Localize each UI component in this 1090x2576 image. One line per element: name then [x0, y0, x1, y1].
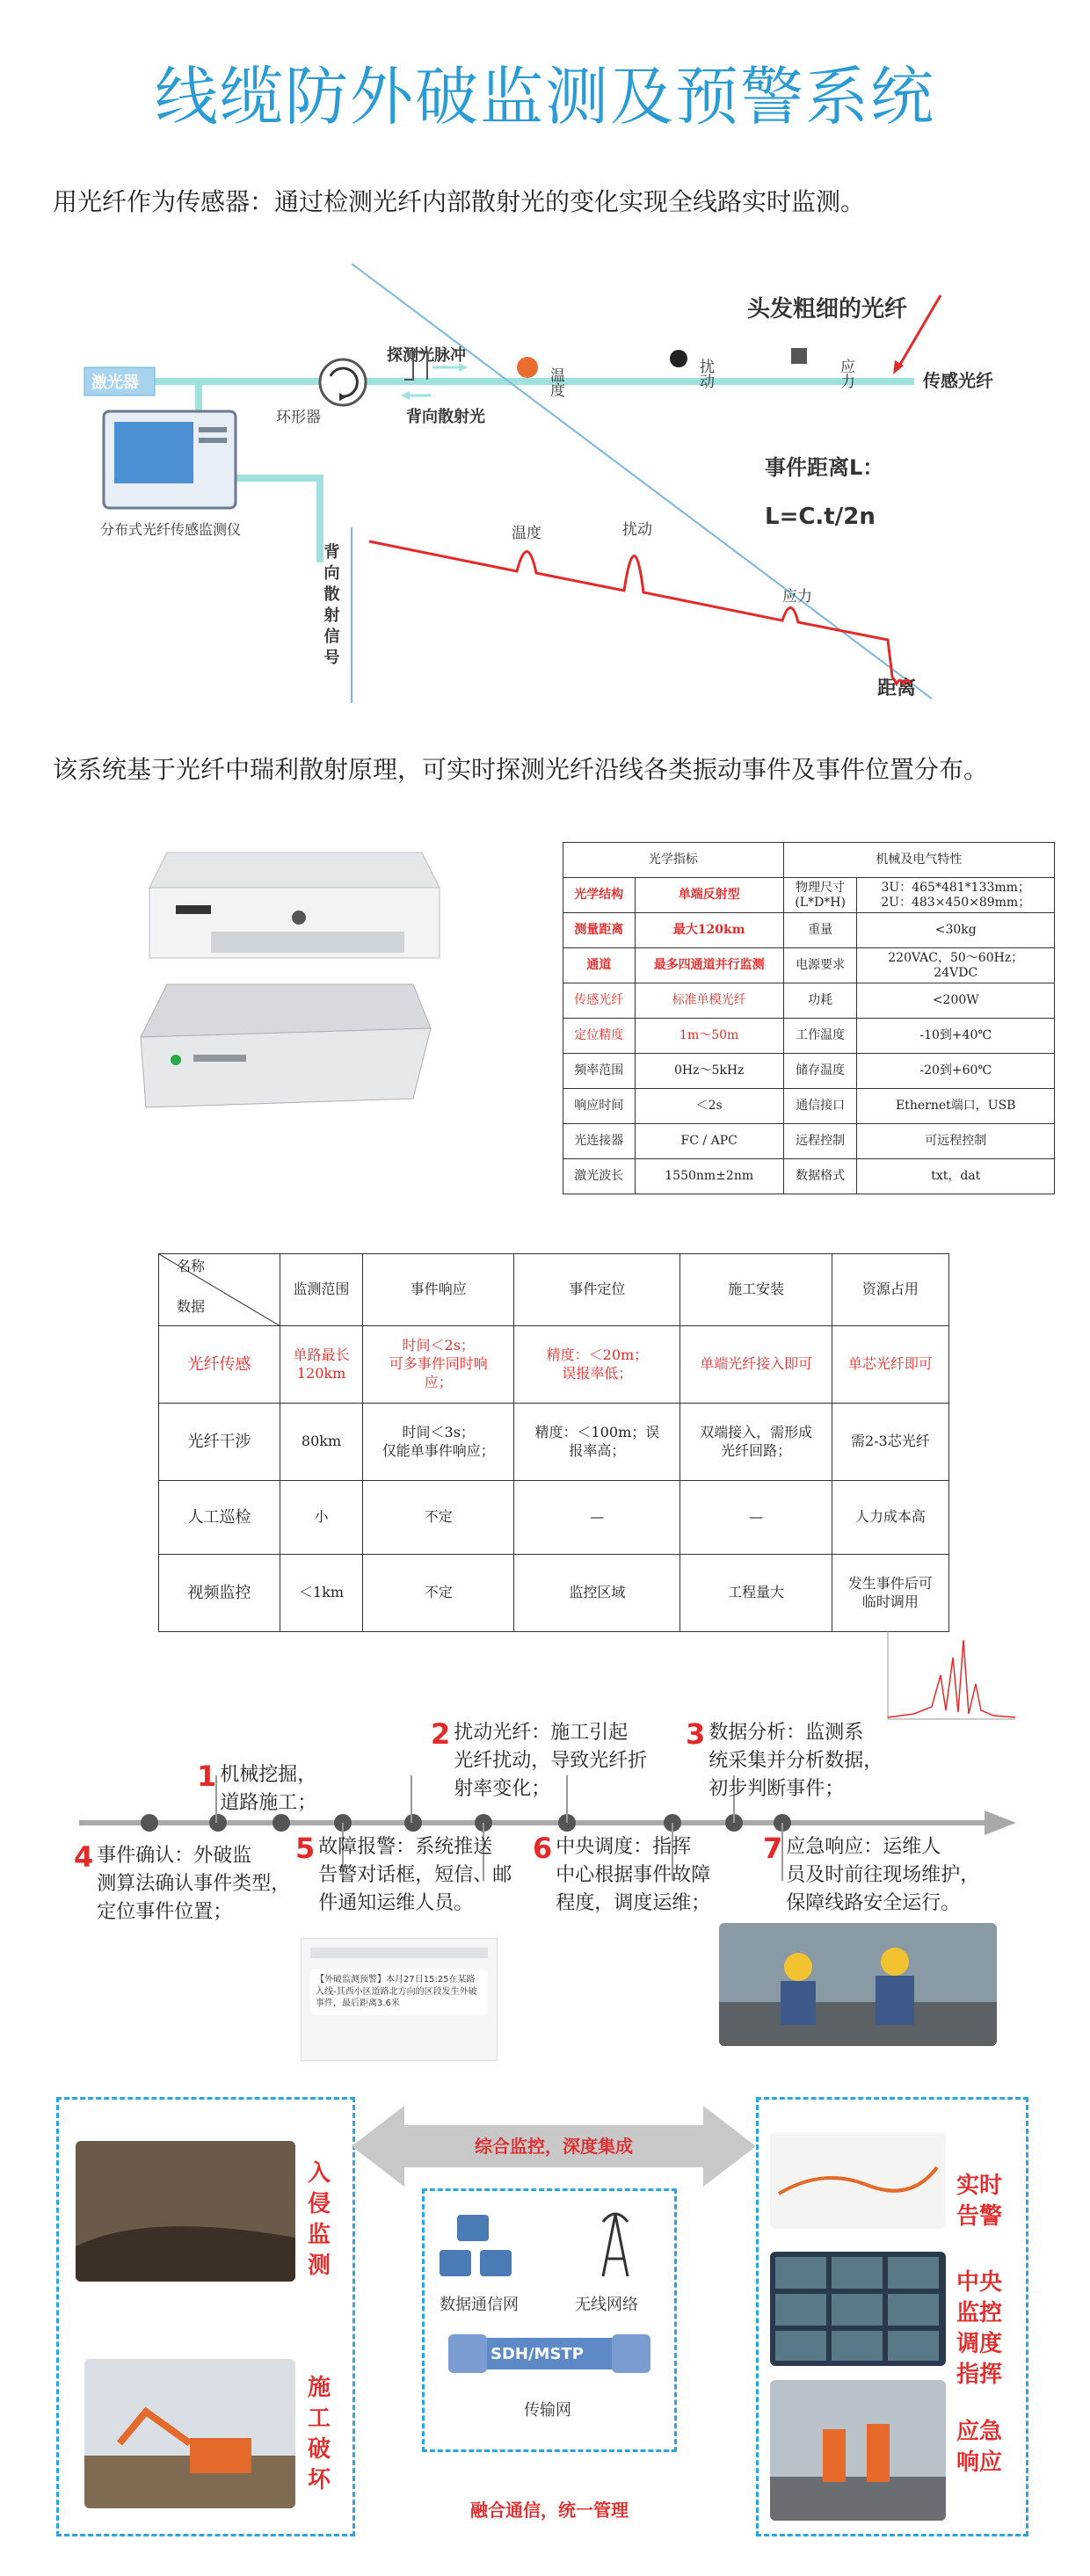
- runner-icon: [670, 350, 687, 367]
- spec-value2: 可远程控制: [857, 1124, 1055, 1159]
- spec-row: [563, 878, 1055, 913]
- page-title: 线缆防外破监测及预警系统: [154, 60, 935, 134]
- spec-header-mechanical: 机械及电气特性: [783, 843, 1054, 878]
- spec-key2: 电源要求: [783, 948, 857, 983]
- spec-value: 最多四通道并行监测: [635, 948, 783, 983]
- comparison-cell: 工程量大: [680, 1555, 832, 1632]
- spec-value: 1m～50m: [635, 1019, 783, 1054]
- data-network-icon: [440, 2215, 512, 2276]
- comparison-row: [159, 1404, 949, 1481]
- device-2u-image: [132, 835, 448, 976]
- timeline-step-2: 2 扰动光纤：施工引起 光纤扰动，导致光纤折 射率变化；: [431, 1717, 648, 1800]
- banner-top-text: 综合监控，深度集成: [475, 2136, 633, 2157]
- comparison-cell: ＜1km: [280, 1555, 363, 1632]
- peak-disturbance-label: 扰动: [622, 521, 652, 539]
- spec-key: 通道: [563, 948, 636, 983]
- disturbance-label: 扰动: [696, 359, 714, 388]
- comparison-cell: 单路最长 120km: [280, 1326, 363, 1404]
- spec-value2: -10到+40℃: [857, 1019, 1055, 1054]
- fire-icon: [517, 357, 538, 378]
- net-data-label: 数据通信网: [440, 2296, 519, 2314]
- spec-value: 单端反射型: [635, 878, 783, 913]
- sensing-fiber-line: [141, 378, 914, 385]
- backscatter-label: 背向散射光: [406, 408, 485, 426]
- spec-row: [563, 948, 1055, 983]
- spec-row: [563, 1159, 1055, 1194]
- comparison-cell: —: [680, 1481, 832, 1555]
- spec-key: 测量距离: [563, 913, 636, 948]
- comparison-table: [158, 1253, 949, 1632]
- signal-trace: [369, 541, 911, 684]
- comparison-row: [159, 1326, 949, 1404]
- spec-key2: 远程控制: [783, 1124, 857, 1159]
- peak-temperature-label: 温度: [512, 525, 541, 542]
- spec-value2: txt，dat: [857, 1159, 1055, 1194]
- spec-value: 最大120km: [635, 913, 783, 948]
- spec-value: 1550nm±2nm: [635, 1159, 783, 1194]
- spec-key2: 通信接口: [783, 1089, 857, 1124]
- comparison-cell: 人力成本高: [832, 1481, 948, 1555]
- peak-stress-label: 应力: [782, 588, 812, 606]
- x-axis: [352, 264, 932, 699]
- sms-message: 【外破监测预警】本月27日15:25在某路入线-其西小区道路北方向的区段发生外破事件，最后距离3.6米: [310, 1969, 488, 2015]
- spec-value2: <30kg: [857, 913, 1055, 948]
- corner-cell: [159, 1254, 280, 1326]
- comparison-cell: 80km: [280, 1404, 363, 1481]
- spec-value: 0Hz～5kHz: [635, 1054, 783, 1089]
- comparison-cell: 需2-3芯光纤: [832, 1404, 948, 1481]
- spec-row: [563, 1124, 1055, 1159]
- instrument-label: 分布式光纤传感监测仪: [100, 521, 242, 538]
- spec-key: 激光波长: [563, 1159, 636, 1194]
- timeline-step-6: 6 中央调度：指挥 中心根据事件故障 程度，调度运维；: [533, 1832, 711, 1914]
- header-response: 事件响应: [363, 1254, 514, 1326]
- cctv-wall-image: [770, 2252, 946, 2366]
- emergency-crew-photo: [770, 2380, 946, 2521]
- temperature-label: 温度: [547, 367, 564, 397]
- header-range: 监测范围: [280, 1254, 363, 1326]
- hammer-icon: [791, 348, 807, 364]
- header-resource: 资源占用: [832, 1254, 948, 1326]
- circulator-label: 环形器: [276, 409, 321, 426]
- spec-table: [563, 842, 1055, 1194]
- hair-fiber-label: 头发粗细的光纤: [747, 296, 908, 323]
- net-sdh-label: SDH/MSTP: [490, 2345, 584, 2363]
- row-name: 光纤干涉: [159, 1404, 280, 1481]
- spec-row: [563, 983, 1055, 1019]
- header-location: 事件定位: [514, 1254, 680, 1326]
- intro-text: 用光纤作为传感器：通过检测光纤内部散射光的变化实现全线路实时监测。: [53, 187, 866, 216]
- laser-label: 激光器: [91, 374, 139, 392]
- formula-label: L=C.t/2n: [765, 504, 876, 530]
- wireless-tower-icon: [603, 2214, 628, 2276]
- intro2-text: 该系统基于光纤中瑞利散射原理，可实时探测光纤沿线各类振动事件及事件位置分布。: [53, 755, 989, 784]
- row-name: 视频监控: [159, 1555, 280, 1632]
- comparison-cell: 时间＜2s； 可多事件同时响 应；: [363, 1326, 514, 1404]
- timeline-step-7: 7 应急响应：运维人 员及时前往现场维护， 保障线路安全运行。: [763, 1832, 980, 1914]
- spec-row: [563, 1054, 1055, 1089]
- sms-alert-screenshot: [301, 1938, 498, 2061]
- stress-label: 应力: [837, 359, 854, 388]
- principle-diagram: [53, 264, 1037, 703]
- spec-key2: 物理尺寸 (L*D*H): [783, 878, 857, 913]
- comparison-cell: 精度：＜100m；误 报率高；: [514, 1404, 680, 1481]
- corner-top-label: 名称: [177, 1258, 206, 1274]
- spec-key2: 功耗: [783, 983, 857, 1019]
- timeline-step-4: 4 事件确认：外破监 测算法确认事件类型， 定位事件位置；: [74, 1840, 291, 1923]
- spec-key2: 重量: [783, 913, 857, 948]
- row-name: 光纤传感: [159, 1326, 280, 1404]
- net-wireless-label: 无线网络: [575, 2296, 638, 2314]
- intrusion-photo: [76, 2141, 295, 2282]
- comparison-cell: 单芯光纤即可: [832, 1326, 948, 1404]
- device-3u-image: [114, 976, 448, 1116]
- spec-value2: 3U：465*481*133mm； 2U：483×450×89mm；: [857, 878, 1055, 913]
- y-axis-label: 背向散射信号: [321, 543, 340, 670]
- spec-key: 光学结构: [563, 878, 636, 913]
- spec-key2: 工作温度: [783, 1019, 857, 1054]
- net-transport-label: 传输网: [524, 2401, 571, 2420]
- spec-key: 频率范围: [563, 1054, 636, 1089]
- spec-value2: Ethernet端口，USB: [857, 1089, 1055, 1124]
- excavator-photo: [84, 2359, 295, 2508]
- probe-pulse-label: 探测光脉冲: [387, 346, 466, 365]
- banner-bottom-text: 融合通信，统一管理: [470, 2500, 629, 2521]
- sensing-fiber-label: 传感光纤: [923, 370, 993, 391]
- spec-value2: 220VAC，50～60Hz； 24VDC: [857, 948, 1055, 983]
- left-label-construction: 施工破坏: [307, 2375, 331, 2494]
- comparison-cell: 小: [280, 1481, 363, 1555]
- map-alert-image: [770, 2132, 946, 2229]
- spec-key2: 数据格式: [783, 1159, 857, 1194]
- row-name: 人工巡检: [159, 1481, 280, 1555]
- comparison-row: [159, 1555, 949, 1632]
- spec-row: [563, 1019, 1055, 1054]
- spectrum-thumbnail: [879, 1622, 1020, 1728]
- spec-value: FC / APC: [635, 1124, 783, 1159]
- event-distance-label: 事件距离L：: [765, 455, 884, 480]
- spec-value2: <200W: [857, 983, 1055, 1019]
- x-axis-label: 距离: [877, 678, 917, 700]
- spec-key: 定位精度: [563, 1019, 636, 1054]
- spec-value: 标准单模光纤: [635, 983, 783, 1019]
- spec-key: 传感光纤: [563, 983, 636, 1019]
- right-label-response: 应急响应: [956, 2419, 1003, 2477]
- timeline-step-3: 3 数据分析：监测系 统采集并分析数据， 初步判断事件；: [686, 1717, 883, 1800]
- comparison-cell: 不定: [363, 1481, 514, 1555]
- comparison-cell: 时间＜3s； 仅能单事件响应；: [363, 1404, 514, 1481]
- spec-value: ＜2s: [635, 1089, 783, 1124]
- comparison-cell: 单端光纤接入即可: [680, 1326, 832, 1404]
- comparison-cell: —: [514, 1481, 680, 1555]
- right-label-alert: 实时告警: [956, 2173, 1003, 2231]
- left-label-intrusion: 入侵监测: [307, 2160, 331, 2280]
- spec-header-optical: 光学指标: [563, 843, 784, 878]
- corner-bottom-label: 数据: [177, 1298, 206, 1315]
- timeline-step-1: 1 机械挖掘， 道路施工；: [197, 1760, 317, 1814]
- spec-key2: 储存温度: [783, 1054, 857, 1089]
- comparison-cell: 监控区域: [514, 1555, 680, 1632]
- comparison-row: [159, 1481, 949, 1555]
- spec-row: [563, 1089, 1055, 1124]
- workers-photo: [719, 1923, 997, 2046]
- spec-key: 响应时间: [563, 1089, 636, 1124]
- spec-value2: -20到+60℃: [857, 1054, 1055, 1089]
- timeline-step-5: 5 故障报警：系统推送 告警对话框，短信、邮 件通知运维人员。: [295, 1832, 512, 1914]
- right-label-dispatch: 中央监控调度指挥: [956, 2269, 1003, 2389]
- header-install: 施工安装: [680, 1254, 832, 1326]
- spec-key: 光连接器: [563, 1124, 636, 1159]
- comparison-cell: 双端接入，需形成 光纤回路；: [680, 1404, 832, 1481]
- comparison-cell: 不定: [363, 1555, 514, 1632]
- comparison-cell: 发生事件后可 临时调用: [832, 1555, 948, 1632]
- spec-row: [563, 913, 1055, 948]
- comparison-cell: 精度：＜20m； 误报率低；: [514, 1326, 680, 1404]
